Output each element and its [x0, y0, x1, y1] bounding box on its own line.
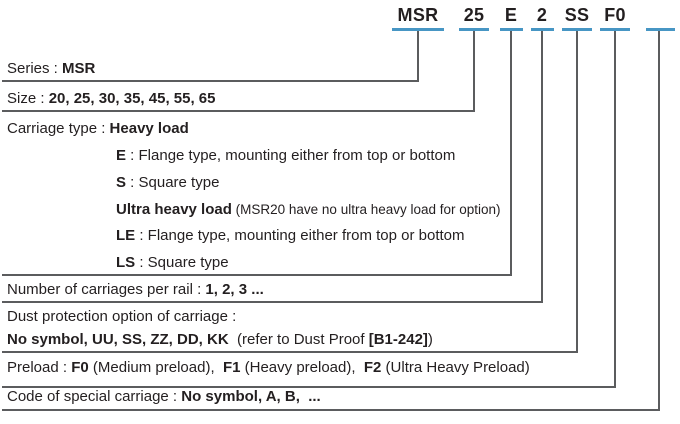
row-underline-special: [2, 409, 660, 411]
series-row: [7, 61, 95, 76]
row-underline-carriage-count: [2, 301, 543, 303]
carriage-option-s: [116, 175, 219, 190]
dust-protection-label-row: [7, 309, 236, 324]
carriages-per-rail-row: [7, 282, 264, 297]
carriage-type-value: Heavy load: [109, 120, 189, 137]
row-underline-dust: [2, 351, 578, 353]
carriage-option-e-desc: : Flange type, mounting either from top or bottom: [126, 147, 456, 164]
carriage-option-e-code: E: [116, 147, 127, 164]
carriage-option-ultra-desc: (MSR20 have no ultra heavy load for option): [231, 202, 501, 217]
code-segment-dust: SS: [564, 5, 590, 25]
carriage-option-le: [116, 228, 465, 243]
special-carriage-value: No symbol, A, B, ...: [181, 388, 321, 405]
row-underline-series: [2, 80, 419, 82]
code-segment-carriage-count: 2: [536, 5, 548, 25]
code-segment-size: 25: [463, 5, 485, 25]
row-underline-size: [2, 110, 475, 112]
special-carriage-row: [7, 389, 321, 404]
connector-vline-size: [473, 31, 475, 112]
preload-f1-desc: (Heavy preload),: [240, 359, 364, 376]
preload-row: [7, 360, 530, 375]
carriage-option-ultra: [116, 202, 501, 217]
connector-vline-special: [658, 31, 660, 411]
series-label: Series :: [7, 60, 63, 77]
carriage-option-s-desc: : Square type: [126, 174, 220, 191]
carriage-option-ls-desc: : Square type: [135, 254, 229, 271]
special-carriage-label: Code of special carriage :: [7, 388, 182, 405]
carriage-option-s-code: S: [116, 174, 127, 191]
code-segment-carriage-type: E: [504, 5, 518, 25]
carriage-type-label: Carriage type :: [7, 120, 110, 137]
preload-f2-desc: (Ultra Heavy Preload): [381, 359, 530, 376]
connector-vline-series: [417, 31, 419, 82]
row-underline-carriage-type: [2, 274, 512, 276]
code-tick-special: [646, 28, 675, 31]
dust-protection-codes-row: [7, 332, 433, 347]
dust-protection-note-suffix: ): [427, 331, 433, 348]
carriages-per-rail-value: 1, 2, 3 ...: [205, 281, 264, 298]
dust-protection-note-ref: [B1-242]: [368, 331, 428, 348]
preload-label: Preload :: [7, 359, 72, 376]
dust-protection-label: Dust protection option of carriage :: [7, 308, 237, 325]
code-segment-preload: F0: [604, 5, 626, 25]
carriages-per-rail-label: Number of carriages per rail :: [7, 281, 206, 298]
size-label: Size :: [7, 90, 49, 107]
connector-vline-preload: [614, 31, 616, 388]
carriage-option-ls: [116, 255, 229, 270]
connector-vline-dust: [576, 31, 578, 353]
carriage-option-le-desc: : Flange type, mounting either from top or bottom: [135, 227, 465, 244]
carriage-type-row: [7, 121, 189, 136]
preload-f0: F0: [71, 359, 89, 376]
preload-f1: F1: [222, 359, 241, 376]
size-row: [7, 91, 216, 106]
preload-f2: F2: [363, 359, 382, 376]
series-value: MSR: [62, 60, 96, 77]
size-value: 20, 25, 30, 35, 45, 55, 65: [48, 90, 216, 107]
carriage-option-le-code: LE: [116, 227, 136, 244]
carriage-option-e: [116, 148, 455, 163]
connector-vline-carriage-type: [510, 31, 512, 276]
code-segment-series: MSR: [397, 5, 439, 25]
connector-vline-carriage-count: [541, 31, 543, 303]
dust-protection-codes: No symbol, UU, SS, ZZ, DD, KK: [7, 331, 229, 348]
carriage-option-ultra-code: Ultra heavy load: [116, 201, 232, 218]
dust-protection-note-prefix: (refer to Dust Proof: [228, 331, 369, 348]
preload-f0-desc: (Medium preload),: [88, 359, 223, 376]
carriage-option-ls-code: LS: [116, 254, 136, 271]
